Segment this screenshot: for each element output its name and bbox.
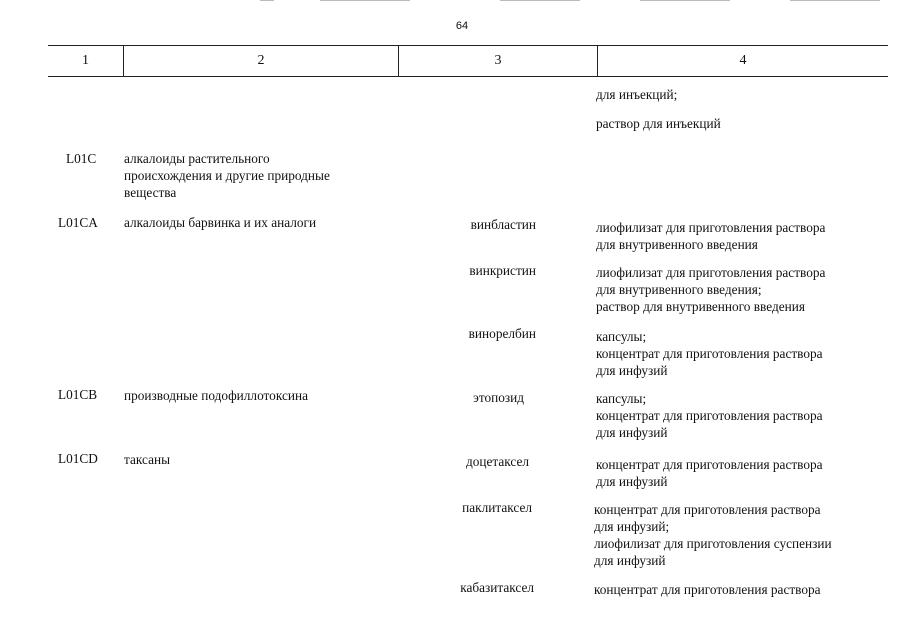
form-line: для инъекций; <box>596 87 678 102</box>
form-line: лиофилизат для приготовления раствора <box>596 265 826 280</box>
dosage-form <box>596 264 896 315</box>
form-line: капсулы; <box>596 391 647 406</box>
form-line: для инфузий <box>596 474 668 489</box>
atc-code: L01C <box>66 151 97 166</box>
scan-artifact-top <box>790 0 880 1</box>
dosage-form <box>594 501 894 569</box>
form-line: концентрат для приготовления раствора <box>594 502 821 517</box>
form-line: для инфузий <box>594 553 666 568</box>
drug-name: кабазитаксел <box>460 580 534 595</box>
form-line: лиофилизат для приготовления раствора <box>596 220 826 235</box>
form-line: концентрат для приготовления раствора <box>596 346 823 361</box>
table-header <box>48 45 888 77</box>
form-line: раствор для внутривенного введения <box>596 299 805 314</box>
form-line: раствор для инъекций <box>596 116 721 131</box>
scan-artifact-top <box>320 0 410 1</box>
drug-name: винорелбин <box>468 326 536 341</box>
atc-group-name: таксаны <box>124 452 171 467</box>
form-line: лиофилизат для приготовления суспензии <box>594 536 832 551</box>
form-line: для инфузий <box>596 363 668 378</box>
scan-artifact-top <box>640 0 730 1</box>
drug-name: доцетаксел <box>465 454 529 469</box>
dosage-form <box>596 219 896 253</box>
atc-code: L01CB <box>58 387 98 402</box>
scan-artifact-top <box>260 0 274 1</box>
name-line: алкалоиды растительного <box>124 151 270 166</box>
dosage-form <box>596 328 896 379</box>
form-line: для инфузий; <box>594 519 670 534</box>
drug-name: винкристин <box>469 263 536 278</box>
dosage-form <box>596 456 896 490</box>
atc-group-name <box>124 150 384 201</box>
header-col-4: 4 <box>739 53 747 68</box>
header-col-1: 1 <box>48 46 124 76</box>
atc-group-name: алкалоиды барвинка и их аналоги <box>124 215 317 230</box>
page-number: 64 <box>455 20 469 32</box>
header-col-2: 2 <box>124 46 399 76</box>
atc-code: L01CA <box>58 215 98 230</box>
dosage-form <box>594 581 894 598</box>
form-line: для инфузий <box>596 425 668 440</box>
scan-artifact-top <box>500 0 580 1</box>
dosage-form <box>596 390 896 441</box>
name-line: происхождения и другие природные <box>124 168 330 183</box>
form-line: для внутривенного введения <box>596 237 758 252</box>
drug-name: паклитаксел <box>462 500 532 515</box>
drug-name: винбластин <box>470 217 536 232</box>
drug-name: этопозид <box>473 390 524 405</box>
header-col-3: 3 <box>399 46 598 76</box>
atc-code: L01CD <box>58 451 98 466</box>
continuation-form <box>596 86 896 103</box>
continuation-form <box>596 115 896 132</box>
atc-group-name: производные подофиллотоксина <box>124 388 308 403</box>
form-line: концентрат для приготовления раствора <box>594 582 821 597</box>
name-line: вещества <box>124 185 177 200</box>
form-line: капсулы; <box>596 329 647 344</box>
form-line: концентрат для приготовления раствора <box>596 408 823 423</box>
form-line: концентрат для приготовления раствора <box>596 457 823 472</box>
form-line: для внутривенного введения; <box>596 282 762 297</box>
